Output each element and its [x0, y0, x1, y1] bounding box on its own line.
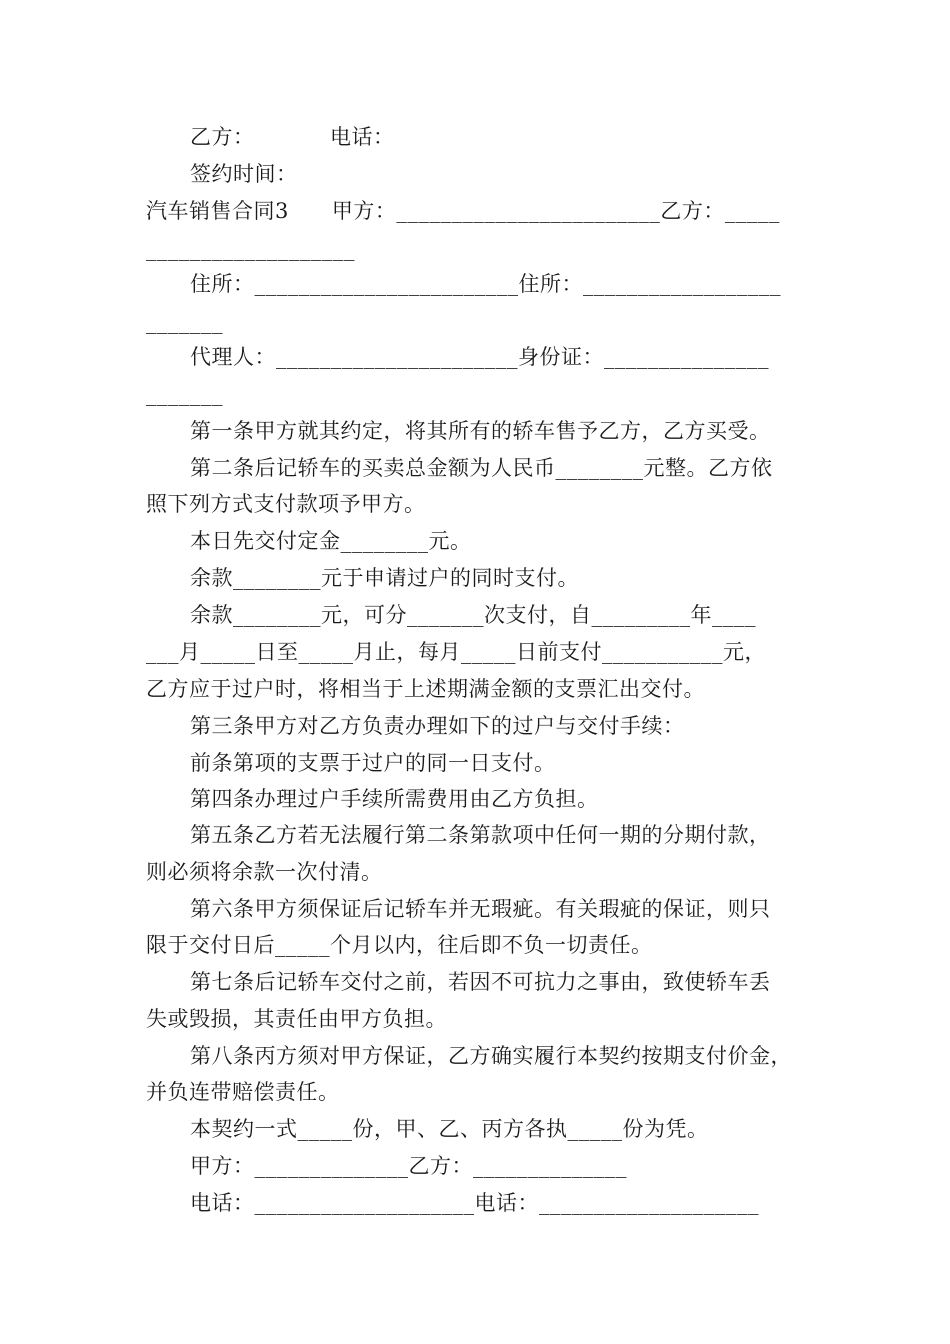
- article-1: 第一条甲方就其约定，将其所有的轿车售予乙方，乙方买受。: [190, 419, 771, 443]
- installment-line-cont: 乙方应于过户时，将相当于上述期满金额的支票汇出交付。: [146, 677, 705, 701]
- article-2-cont: 照下列方式支付款项予甲方。: [146, 492, 426, 516]
- installment-line: ___月_____日至_____月止，每月_____日前支付___________元，: [146, 640, 766, 664]
- article-4: 第四条办理过户手续所需费用由乙方负担。: [190, 787, 599, 811]
- article-6-cont: 限于交付日后_____个月以内，往后即不负一切责任。: [146, 933, 653, 957]
- balance-line-1: 余款________元于申请过户的同时支付。: [190, 566, 579, 590]
- article-3-detail: 前条第项的支票于过户的同一日支付。: [190, 751, 556, 775]
- agent-id-line: 代理人：______________________身份证：_______________: [190, 345, 769, 369]
- article-7-cont: 失或毁损，其责任由甲方负担。: [146, 1007, 447, 1031]
- article-6: 第六条甲方须保证后记轿车并无瑕疵。有关瑕疵的保证，则只: [190, 897, 771, 921]
- contract-title-line: 汽车销售合同3 甲方：________________________乙方：_____: [146, 199, 780, 223]
- balance-line-2: 余款________元，可分_______次支付，自_________年____: [190, 603, 756, 627]
- article-8: 第八条丙方须对甲方保证，乙方确实履行本契约按期支付价金，: [190, 1044, 792, 1068]
- article-5-cont: 则必须将余款一次付清。: [146, 860, 383, 884]
- article-5: 第五条乙方若无法履行第二条第款项中任何一期的分期付款，: [190, 823, 771, 847]
- party-b-phone-line: 乙方： 电话：: [190, 125, 395, 149]
- deposit-line: 本日先交付定金________元。: [190, 529, 472, 553]
- copies-line: 本契约一式_____份，甲、乙、丙方各执_____份为凭。: [190, 1117, 709, 1141]
- signing-time-line: 签约时间：: [190, 162, 298, 186]
- blank-continuation: ___________________: [146, 237, 355, 261]
- article-8-cont: 并负连带赔偿责任。: [146, 1080, 340, 1104]
- article-7: 第七条后记轿车交付之前，若因不可抗力之事由，致使轿车丢: [190, 970, 771, 994]
- article-2: 第二条后记轿车的买卖总金额为人民币________元整。乙方依: [190, 456, 773, 480]
- signature-party-line: 甲方：______________乙方：______________: [190, 1154, 627, 1178]
- blank-continuation: _______: [146, 382, 223, 406]
- signature-phone-line: 电话：____________________电话：____________________: [190, 1191, 759, 1215]
- blank-continuation: _______: [146, 310, 223, 334]
- article-3: 第三条甲方对乙方负责办理如下的过户与交付手续：: [190, 714, 685, 738]
- address-line: 住所：________________________住所：__________________: [190, 272, 781, 296]
